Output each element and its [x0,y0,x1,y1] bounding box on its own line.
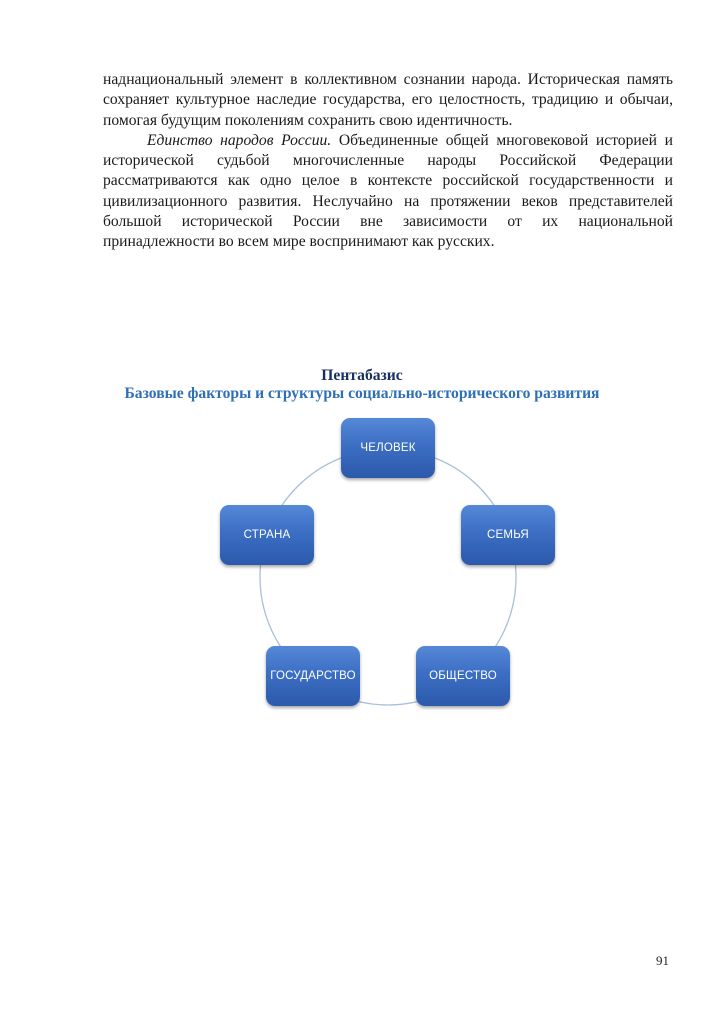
node-obshchestvo: ОБЩЕСТВО [416,646,510,706]
unity-text: Объединенные общей многовековой историей и исторической судьбой многочисленные народы Российской Федерации рассматриваются как одно целое в контексте российской государственности и цивилизационного развития. Неслучайно на протяжении веков представителей большой исторической России вне зависимости от их национальной принадлежности во всем мире воспринимают как русских. [103,131,673,251]
paragraph-historical-memory: наднациональный элемент в коллективном сознании народа. Историческая память сохраняет культурное наследие государства, его целостность, традицию и обычаи, помогая будущим поколениям сохранить свою идентичность. [103,71,673,129]
diagram-subtitle: Базовые факторы и структуры социально-исторического развития [124,385,600,402]
unity-heading: Единство народов России. [147,131,332,149]
page-number: 91 [656,953,669,968]
node-strana: СТРАНА [220,505,314,565]
node-chelovek: ЧЕЛОВЕК [341,418,435,478]
diagram-title: Пентабазис [321,367,403,384]
node-gosudarstvo: ГОСУДАРСТВО [266,646,360,706]
node-semya: СЕМЬЯ [461,505,555,565]
